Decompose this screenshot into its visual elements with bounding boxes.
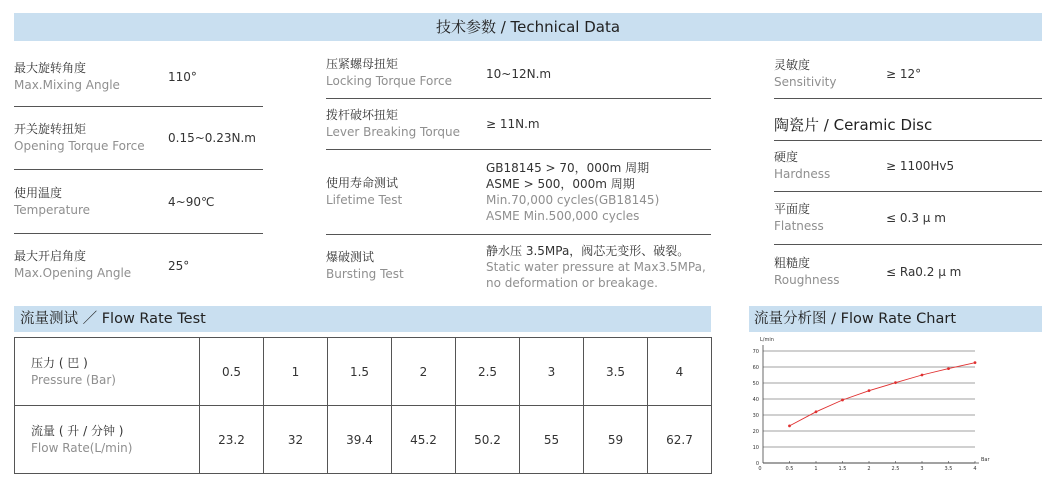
spec-value: ≥ 12° bbox=[886, 67, 922, 81]
pressure-cell: 3 bbox=[520, 338, 584, 406]
flow-rate-chart bbox=[749, 334, 1042, 482]
spec-label-en: Flatness bbox=[774, 219, 824, 233]
pressure-cell: 0.5 bbox=[200, 338, 264, 406]
flow-rate-test-title: 流量测试 ／ Flow Rate Test bbox=[14, 306, 711, 332]
technical-data-title: 技术参数 / Technical Data bbox=[14, 13, 1042, 41]
spec-column-2 bbox=[326, 48, 711, 298]
spec-row-temperature bbox=[14, 170, 263, 233]
flow-cell: 45.2 bbox=[392, 406, 456, 474]
pressure-cell: 1 bbox=[264, 338, 328, 406]
flow-cell: 55 bbox=[520, 406, 584, 474]
spec-label-zh: 压紧螺母扭矩 bbox=[326, 57, 399, 71]
spec-label-zh: 开关旋转扭矩 bbox=[14, 122, 87, 136]
chart-x-tick-label: 3 bbox=[920, 466, 924, 472]
spec-row-locking-torque bbox=[326, 48, 711, 98]
spec-label-en: Opening Torque Force bbox=[14, 139, 145, 153]
flow-cell: 50.2 bbox=[456, 406, 520, 474]
flow-cell: 62.7 bbox=[648, 406, 712, 474]
chart-y-tick-label: 70 bbox=[752, 349, 759, 355]
chart-y-tick-label: 50 bbox=[752, 381, 759, 387]
chart-data-point bbox=[815, 410, 818, 413]
spec-label-en: Bursting Test bbox=[326, 267, 404, 281]
chart-series-line bbox=[790, 363, 976, 426]
flow-cell: 32 bbox=[264, 406, 328, 474]
pressure-header-en: Pressure (Bar) bbox=[31, 372, 116, 387]
spec-row-hardness bbox=[774, 141, 1042, 191]
chart-y-tick-label: 40 bbox=[752, 397, 759, 403]
pressure-header-zh: 压力 ( 巴 ) bbox=[31, 355, 88, 370]
spec-label-zh: 使用温度 bbox=[14, 185, 63, 200]
chart-x-label: Bar bbox=[981, 457, 990, 463]
chart-y-tick-label: 30 bbox=[752, 413, 759, 419]
chart-y-tick-label: 0 bbox=[755, 461, 759, 467]
spec-label-zh: 使用寿命测试 bbox=[326, 176, 399, 190]
bursting-values bbox=[486, 243, 706, 291]
chart-y-label: L/min bbox=[760, 337, 774, 343]
spec-row-roughness bbox=[774, 245, 1042, 299]
spec-value: 0.15~0.23N.m bbox=[168, 131, 256, 145]
spec-row-bursting-test bbox=[326, 235, 711, 297]
flow-row bbox=[15, 406, 712, 474]
spec-label-en: Locking Torque Force bbox=[326, 74, 452, 88]
chart-x-tick-label: 3.5 bbox=[944, 466, 953, 472]
spec-value: 10~12N.m bbox=[486, 67, 552, 81]
bursting-value-line: 静水压 3.5MPa，阀芯无变形、破裂。 bbox=[486, 244, 690, 258]
flow-header-zh: 流量 ( 升 / 分钟 ) bbox=[31, 423, 124, 438]
lifetime-value-line: GB18145 > 70，000m 周期 bbox=[486, 161, 650, 175]
spec-label-en: Temperature bbox=[14, 202, 91, 217]
spec-value: 110° bbox=[168, 70, 197, 84]
spec-row-flatness bbox=[774, 192, 1042, 244]
flow-rate-chart-title: 流量分析图 / Flow Rate Chart bbox=[749, 306, 1042, 332]
spec-label-zh: 硬度 bbox=[774, 150, 799, 164]
pressure-cell: 3.5 bbox=[584, 338, 648, 406]
flow-header bbox=[15, 406, 200, 474]
spec-label-en: Roughness bbox=[774, 273, 840, 287]
bursting-value-line: Static water pressure at Max3.5MPa, bbox=[486, 260, 706, 274]
spec-value: ≥ 11N.m bbox=[486, 117, 540, 131]
spec-row-opening-torque bbox=[14, 107, 263, 169]
bursting-value-line: no deformation or breakage. bbox=[486, 276, 658, 290]
chart-x-tick-label: 4 bbox=[973, 466, 977, 472]
lifetime-values bbox=[486, 160, 659, 224]
ceramic-disc-title: 陶瓷片 / Ceramic Disc bbox=[774, 116, 933, 134]
lifetime-value-line: Min.70,000 cycles(GB18145) bbox=[486, 193, 660, 207]
spec-value: 25° bbox=[168, 259, 190, 273]
pressure-cell: 1.5 bbox=[328, 338, 392, 406]
chart-y-tick-label: 20 bbox=[752, 429, 759, 435]
spec-label-zh: 平面度 bbox=[774, 202, 811, 216]
spec-value: ≤ 0.3 μ m bbox=[886, 211, 946, 225]
pressure-cell: 2 bbox=[392, 338, 456, 406]
pressure-cell: 2.5 bbox=[456, 338, 520, 406]
pressure-header bbox=[15, 338, 200, 406]
spec-value: ≥ 1100Hv5 bbox=[886, 159, 955, 173]
chart-x-tick-label: 1.5 bbox=[838, 466, 847, 472]
chart-data-point bbox=[921, 374, 924, 377]
flow-cell: 23.2 bbox=[200, 406, 264, 474]
spec-row-lifetime-test bbox=[326, 150, 711, 234]
spec-label-zh: 粗糙度 bbox=[774, 256, 811, 270]
spec-label-zh: 爆破测试 bbox=[326, 250, 375, 264]
flow-header-en: Flow Rate(L/min) bbox=[31, 440, 133, 455]
spec-label-en: Lever Breaking Torque bbox=[326, 125, 461, 139]
spec-column-3 bbox=[774, 48, 1042, 298]
chart-x-tick-label: 0 bbox=[758, 466, 762, 472]
spec-label-en: Sensitivity bbox=[774, 75, 837, 89]
spec-row-max-opening-angle bbox=[14, 234, 263, 296]
spec-value: ≤ Ra0.2 μ m bbox=[886, 265, 962, 279]
chart-y-tick-label: 60 bbox=[752, 365, 759, 371]
chart-data-point bbox=[788, 424, 791, 427]
flow-cell: 59 bbox=[584, 406, 648, 474]
chart-x-tick-label: 1 bbox=[814, 466, 818, 472]
spec-row-max-mixing-angle bbox=[14, 48, 263, 106]
chart-data-point bbox=[894, 381, 897, 384]
divider bbox=[774, 98, 1042, 99]
spec-label-zh: 拨杆破坏扭矩 bbox=[326, 108, 399, 122]
spec-label-en: Max.Mixing Angle bbox=[14, 78, 120, 92]
lifetime-value-line: ASME Min.500,000 cycles bbox=[486, 209, 640, 223]
chart-data-point bbox=[841, 399, 844, 402]
spec-label-en: Lifetime Test bbox=[326, 193, 403, 207]
chart-y-tick-label: 10 bbox=[752, 445, 759, 451]
spec-row-sensitivity bbox=[774, 54, 1042, 94]
pressure-cell: 4 bbox=[648, 338, 712, 406]
spec-label-zh: 灵敏度 bbox=[774, 58, 811, 72]
chart-data-point bbox=[974, 361, 977, 364]
chart-data-point bbox=[947, 367, 950, 370]
lifetime-value-line: ASME > 500，000m 周期 bbox=[486, 177, 635, 191]
chart-x-tick-label: 0.5 bbox=[785, 466, 794, 472]
spec-column-1 bbox=[14, 48, 263, 288]
flow-cell: 39.4 bbox=[328, 406, 392, 474]
chart-x-tick-label: 2 bbox=[867, 466, 871, 472]
spec-label-en: Hardness bbox=[774, 167, 831, 181]
chart-x-tick-label: 2.5 bbox=[891, 466, 900, 472]
spec-value: 4~90℃ bbox=[168, 195, 215, 209]
spec-label-zh: 最大旋转角度 bbox=[14, 61, 87, 75]
spec-row-lever-breaking-torque bbox=[326, 99, 711, 149]
pressure-row bbox=[15, 338, 712, 406]
chart-data-point bbox=[868, 389, 871, 392]
spec-label-en: Max.Opening Angle bbox=[14, 266, 132, 280]
spec-label-zh: 最大开启角度 bbox=[14, 249, 87, 263]
flow-rate-table bbox=[14, 337, 712, 474]
